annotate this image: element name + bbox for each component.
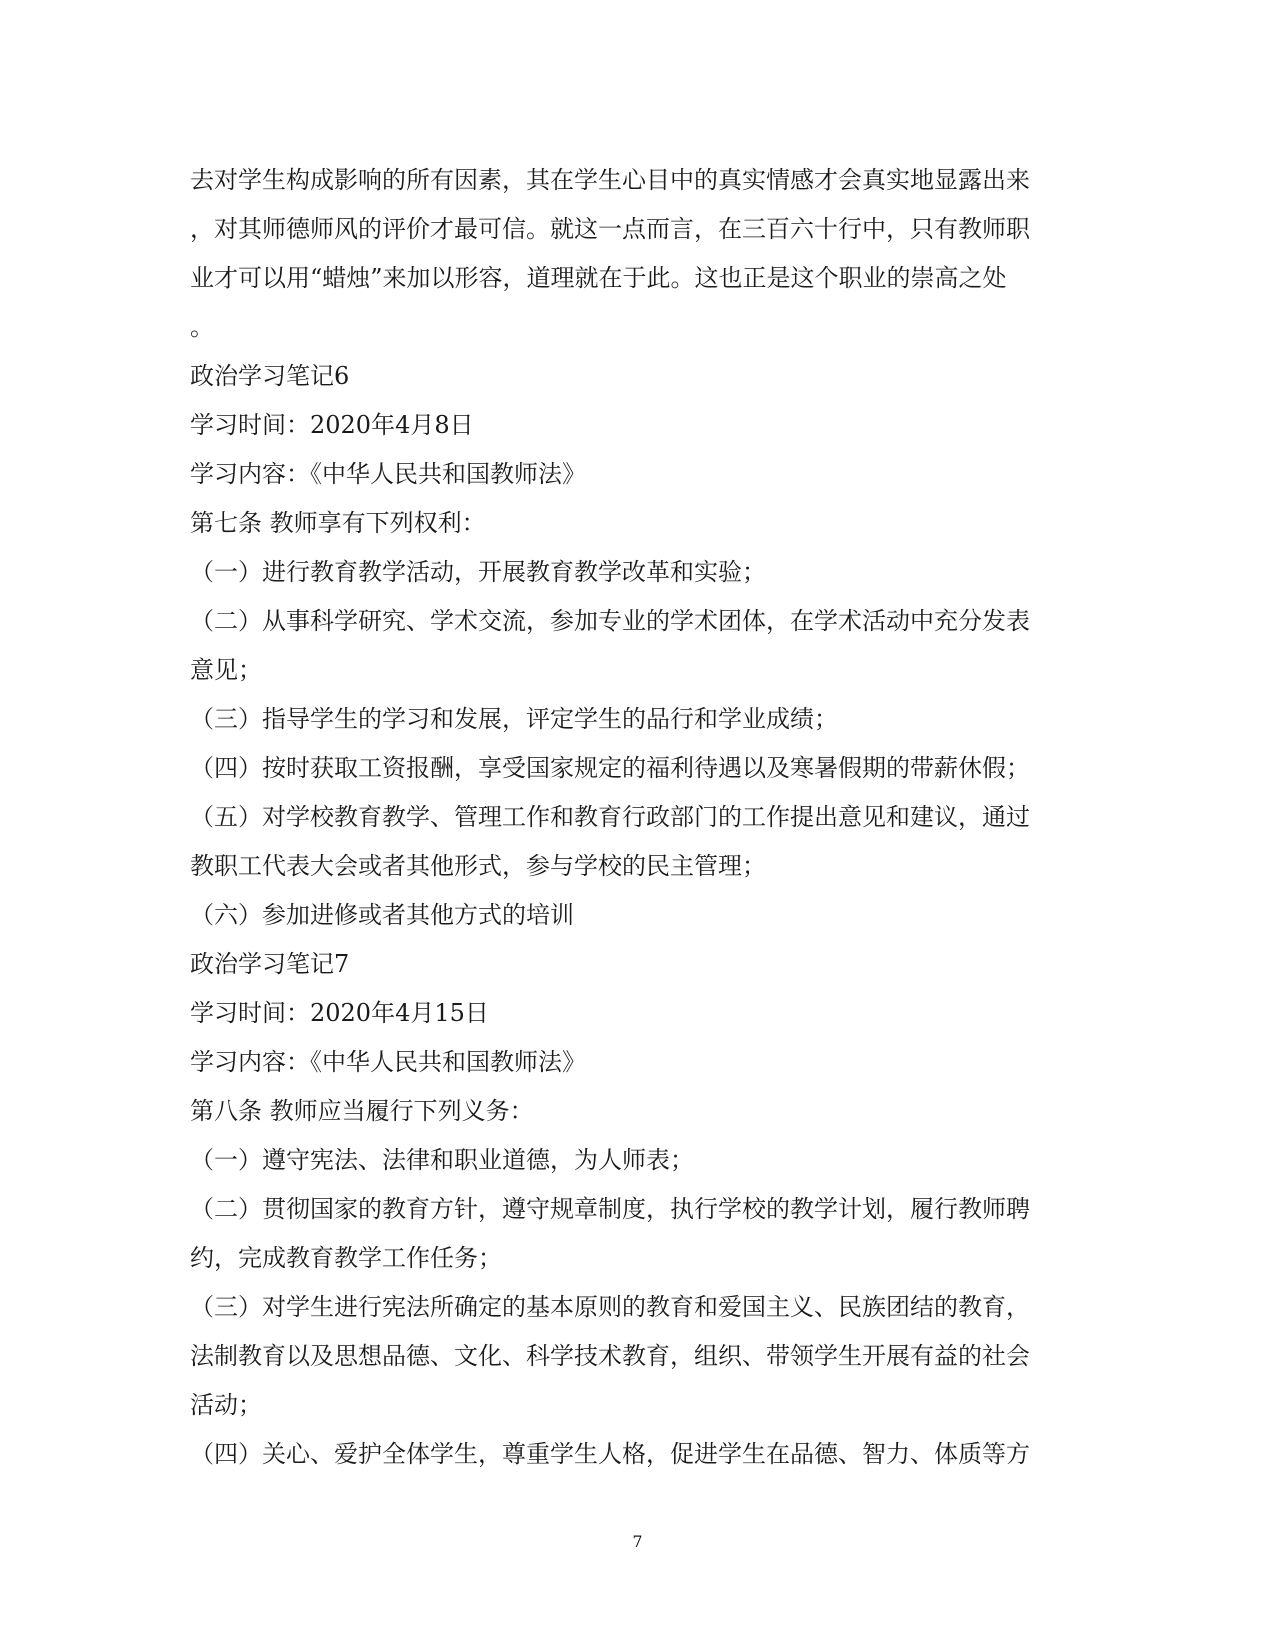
list-item: （四）按时获取工资报酬，享受国家规定的福利待遇以及寒暑假期的带薪休假； (190, 754, 1030, 782)
page-number: 7 (632, 1532, 643, 1551)
article-heading: 第七条 教师享有下列权利： (190, 509, 486, 537)
text-line: 。 (190, 313, 214, 341)
list-item-continuation: 教职工代表大会或者其他形式，参与学校的民主管理； (190, 852, 766, 880)
text-line: ，对其师德师风的评价才最可信。就这一点而言，在三百六十行中，只有教师职 (190, 215, 1030, 243)
list-item: （三）对学生进行宪法所确定的基本原则的教育和爱国主义、民族团结的教育， (190, 1293, 1030, 1321)
list-item: （二）贯彻国家的教育方针，遵守规章制度，执行学校的教学计划，履行教师聘 (190, 1195, 1030, 1223)
document-body (190, 156, 1070, 1479)
list-item: （一）进行教育教学活动，开展教育教学改革和实验； (190, 558, 766, 586)
list-item: （二）从事科学研究、学术交流，参加专业的学术团体，在学术活动中充分发表 (190, 607, 1030, 635)
study-content: 学习内容：《中华人民共和国教师法》 (190, 1048, 586, 1076)
section-heading: 政治学习笔记6 (190, 362, 350, 390)
article-heading: 第八条 教师应当履行下列义务： (190, 1097, 534, 1125)
list-item: （一）遵守宪法、法律和职业道德，为人师表； (190, 1146, 694, 1174)
list-item-continuation: 约，完成教育教学工作任务； (190, 1244, 502, 1272)
text-line: 去对学生构成影响的所有因素，其在学生心目中的真实情感才会真实地显露出来 (190, 166, 1030, 194)
list-item: （三）指导学生的学习和发展，评定学生的品行和学业成绩； (190, 705, 838, 733)
list-item-continuation: 意见； (190, 656, 262, 684)
study-content: 学习内容：《中华人民共和国教师法》 (190, 460, 586, 488)
section-heading: 政治学习笔记7 (190, 950, 350, 978)
text-line: 业才可以用“蜡烛”来加以形容，道理就在于此。这也正是这个职业的崇高之处 (190, 264, 1007, 292)
list-item: （五）对学校教育教学、管理工作和教育行政部门的工作提出意见和建议，通过 (190, 803, 1030, 831)
study-time: 学习时间：2020年4月15日 (190, 999, 489, 1027)
list-item: （四）关心、爱护全体学生，尊重学生人格，促进学生在品德、智力、体质等方 (190, 1440, 1030, 1468)
list-item: （六）参加进修或者其他方式的培训 (190, 901, 574, 929)
study-time: 学习时间：2020年4月8日 (190, 411, 474, 439)
list-item-continuation: 法制教育以及思想品德、文化、科学技术教育，组织、带领学生开展有益的社会 (190, 1342, 1030, 1370)
list-item-continuation: 活动； (190, 1391, 262, 1419)
